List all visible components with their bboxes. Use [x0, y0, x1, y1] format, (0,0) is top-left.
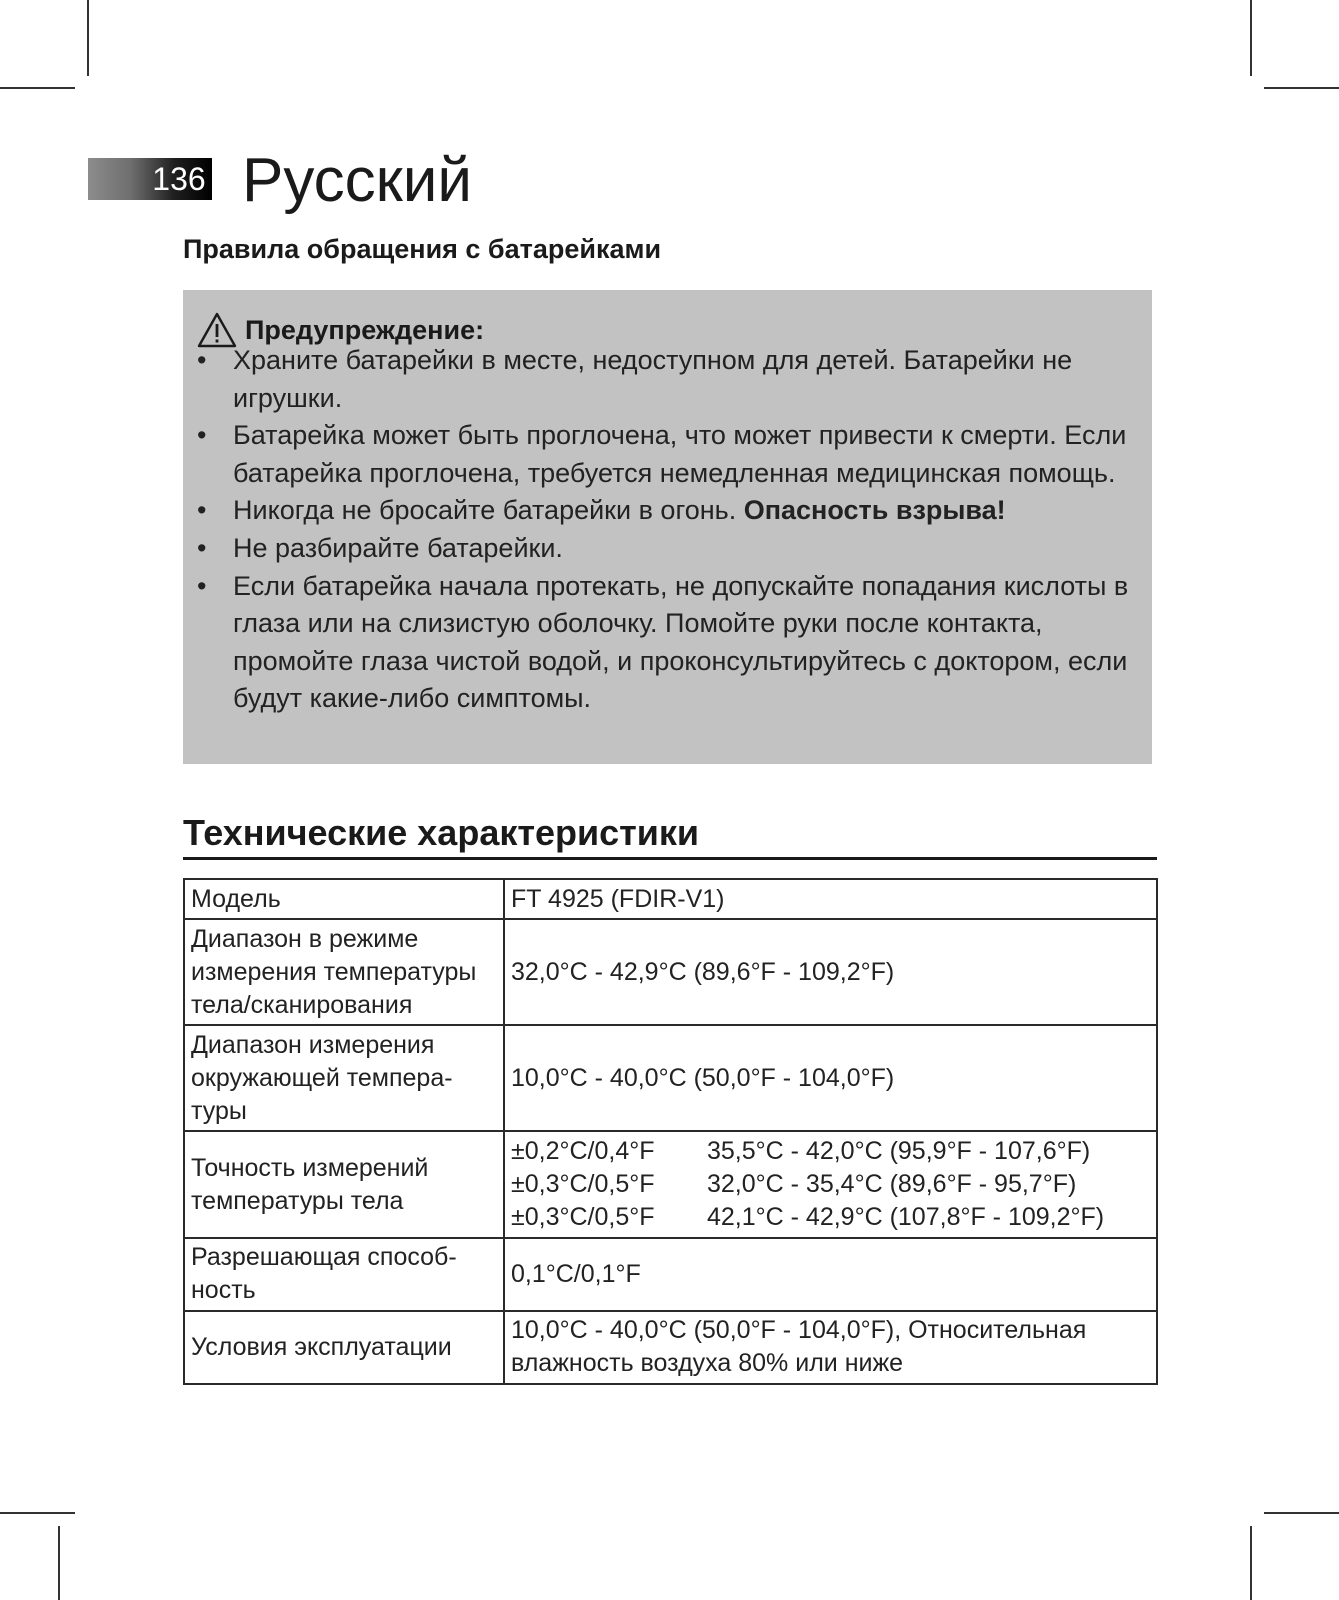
battery-section-heading: Правила обращения с батарейками — [183, 234, 662, 264]
accuracy-tolerance: ±0,3°C/0,5°F — [511, 1170, 655, 1199]
list-item — [183, 492, 1152, 530]
list-item — [183, 568, 1152, 718]
table-row — [184, 919, 1157, 1025]
warning-box — [183, 290, 1152, 764]
spec-value — [504, 1131, 1157, 1237]
crop-mark — [0, 1512, 75, 1514]
spec-label: Модель — [184, 879, 504, 919]
list-item — [183, 530, 1152, 568]
heading-underline — [183, 857, 1157, 860]
bullet: • — [197, 420, 207, 451]
accuracy-tolerance: ±0,2°C/0,4°F — [511, 1137, 655, 1166]
table-row — [184, 1131, 1157, 1237]
list-item-text: Никогда не бросайте батарейки в огонь. — [233, 495, 737, 526]
table-row — [184, 1025, 1157, 1131]
list-item-text: Не разбирайте батарейки. — [233, 532, 563, 563]
crop-mark — [1250, 1526, 1252, 1600]
spec-value: 0,1°C/0,1°F — [504, 1238, 1157, 1311]
page-number: 136 — [152, 161, 206, 197]
warning-title: Предупреждение: — [245, 314, 485, 345]
spec-value: 32,0°C - 42,9°C (89,6°F - 109,2°F) — [504, 919, 1157, 1025]
explosion-danger-text: Опасность взрыва! — [743, 495, 1006, 526]
list-item-text: Если батарейка начала протекать, не допускайте попадания кислоты в глаза или на слизистую оболочку. Помойте руки после контакта, промойте глаза чистой водой, и проконсультируйтесь с доктором, если будут какие-либо симптомы. — [233, 570, 1129, 714]
table-row — [184, 1311, 1157, 1384]
table-row — [184, 879, 1157, 919]
spec-value: 10,0°C - 40,0°C (50,0°F - 104,0°F) — [504, 1025, 1157, 1131]
accuracy-line — [511, 1168, 1150, 1201]
accuracy-range: 32,0°C - 35,4°C (89,6°F - 95,7°F) — [707, 1170, 1077, 1199]
crop-mark — [1264, 87, 1339, 89]
bullet: • — [197, 532, 207, 563]
crop-mark — [1264, 1512, 1339, 1514]
language-title: Русский — [242, 146, 473, 215]
crop-mark — [87, 0, 89, 76]
spec-label: Точность измерений температуры тела — [184, 1131, 504, 1237]
spec-label: Условия эксплуатации — [184, 1311, 504, 1384]
crop-mark — [0, 87, 75, 89]
bullet: • — [197, 345, 207, 375]
list-item-text: Храните батарейки в месте, недоступном для детей. Батарейки не игрушки. — [233, 345, 1073, 413]
warning-list — [183, 342, 1152, 718]
spec-label: Разрешающая способ-ность — [184, 1238, 504, 1311]
crop-mark — [1250, 0, 1252, 76]
spec-value: 10,0°C - 40,0°C (50,0°F - 104,0°F), Относительная влажность воздуха 80% или ниже — [504, 1311, 1157, 1384]
specs-table — [183, 878, 1158, 1385]
table-row — [184, 1238, 1157, 1311]
specs-heading: Технические характеристики — [183, 812, 700, 853]
accuracy-tolerance: ±0,3°C/0,5°F — [511, 1203, 655, 1232]
list-item — [183, 417, 1152, 492]
list-item — [183, 342, 1152, 417]
accuracy-range: 35,5°C - 42,0°C (95,9°F - 107,6°F) — [707, 1137, 1091, 1166]
spec-label: Диапазон измерения окружающей темпера-туры — [184, 1025, 504, 1131]
spec-label: Диапазон в режиме измерения температуры тела/сканирования — [184, 919, 504, 1025]
accuracy-range: 42,1°C - 42,9°C (107,8°F - 109,2°F) — [707, 1203, 1105, 1232]
spec-value: FT 4925 (FDIR-V1) — [504, 879, 1157, 919]
list-item-text: Батарейка может быть проглочена, что может привести к смерти. Если батарейка проглочена, требуется немедленная медицинская помощь. — [233, 420, 1127, 488]
crop-mark — [58, 1526, 60, 1600]
accuracy-line — [511, 1135, 1150, 1168]
bullet: • — [197, 570, 207, 601]
bullet: • — [197, 495, 207, 526]
accuracy-line — [511, 1201, 1150, 1234]
